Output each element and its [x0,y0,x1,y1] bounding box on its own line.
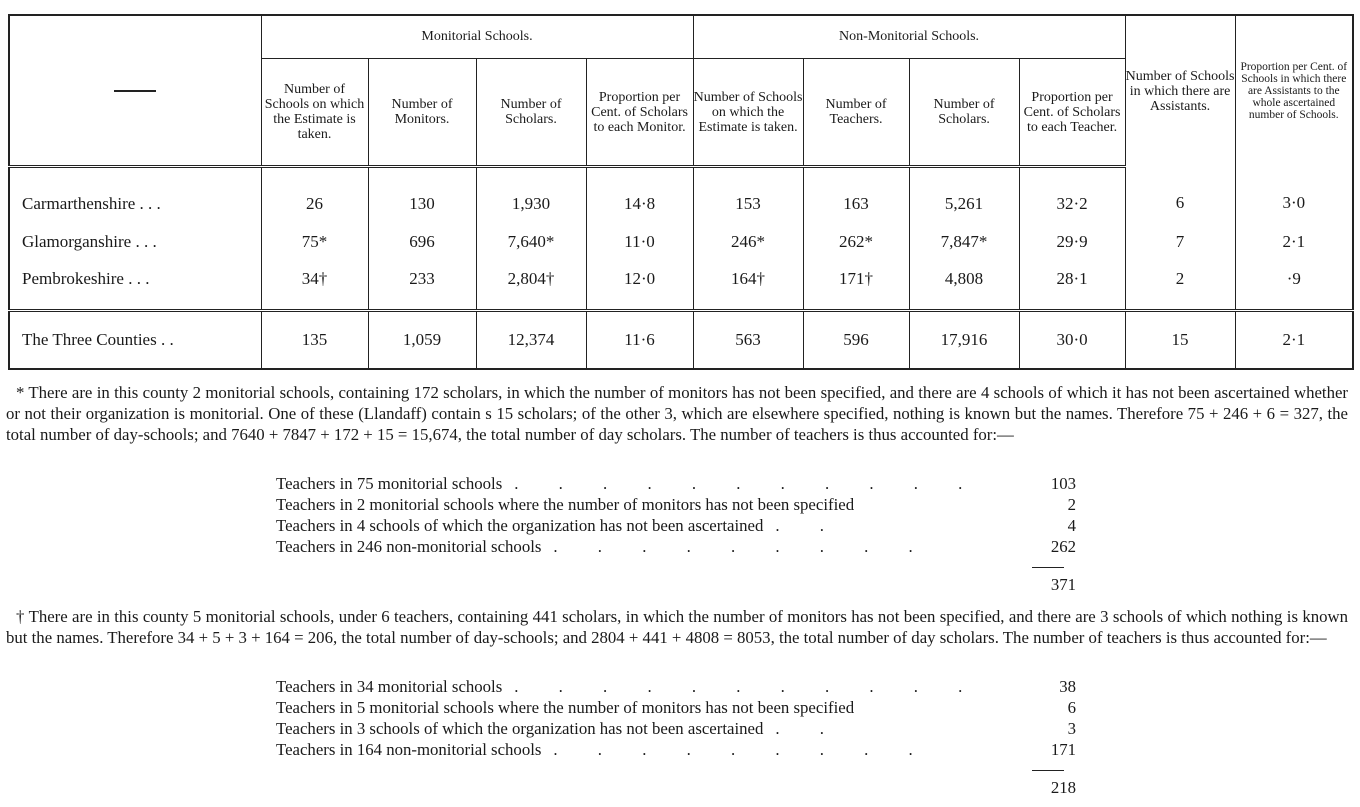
table-cell: 11·0 [586,225,693,258]
col-header-non-proportion: Proportion per Cent. of Scholars to each Teacher. [1019,59,1125,167]
table-cell: ·9 [1235,258,1353,310]
corner-cell [9,15,261,167]
account-label: Teachers in 5 monitorial schools where the number of monitors has not been specified [276,698,855,717]
table-cell: 2·1 [1235,311,1353,370]
sum-rule [1032,770,1064,777]
account-sum: 371 [1050,575,1076,594]
table-cell: 1,930 [476,167,586,226]
col-header-mon-schools: Number of Schools on which the Estimate is taken. [261,59,368,167]
table-cell: 11·6 [586,311,693,370]
col-header-mon-monitors: Number of Monitors. [368,59,476,167]
total-label: The Three Counties . . [9,311,261,370]
account-value: 2 [1067,495,1076,514]
account-value: 4 [1067,516,1076,535]
table-cell: 3·0 [1235,167,1353,226]
leader-dots: . . [775,719,842,738]
table-cell: 34† [261,258,368,310]
table-cell: 2,804† [476,258,586,310]
account-value: 6 [1067,698,1076,717]
account-total [276,574,1076,595]
table-cell: 5,261 [909,167,1019,226]
col-header-non-teachers: Number of Teachers. [803,59,909,167]
col-header-non-scholars: Number of Scholars. [909,59,1019,167]
table-cell: 32·2 [1019,167,1125,226]
table-cell: 7,847* [909,225,1019,258]
account-line [276,536,1076,557]
table-cell: 30·0 [1019,311,1125,370]
total-row [9,311,1353,370]
corner-dash [114,90,156,92]
account-line [276,697,1076,718]
account-line [276,676,1076,697]
table-cell: 28·1 [1019,258,1125,310]
table-cell: 14·8 [586,167,693,226]
table-cell: 2·1 [1235,225,1353,258]
leader-dots: . . . . . . . . . [553,740,931,759]
account-value: 262 [1050,537,1076,556]
county-name: Pembrokeshire . . . [9,258,261,310]
county-name: Glamorganshire . . . [9,225,261,258]
table-cell: 12·0 [586,258,693,310]
table-row [9,167,1353,226]
teacher-account-glamorgan [276,473,1076,595]
account-label: Teachers in 164 non-monitorial schools [276,740,542,759]
account-value: 38 [1059,677,1076,696]
table-cell: 7 [1125,225,1235,258]
table-cell: 12,374 [476,311,586,370]
table-cell: 17,916 [909,311,1019,370]
table-row [9,258,1353,310]
footnote-text: * There are in this county 2 monitorial schools, containing 172 scholars, in which the number of monitors has not been specified, and there are 4 schools of which it has not been ascertained whether or not their organization is monitorial. One of these (Llandaff) contain s 15 scholars; of the other 3, which are elsewhere specified, nothing is known but the names. Therefore 75 + 246 + 6 = 327, the total number of day-schools; and 7640 + 7847 + 172 + 15 = 15,674, the total number of day scholars. The number of teachers is thus accounted for:— [6,383,1348,444]
account-value: 171 [1050,740,1076,759]
account-label: Teachers in 4 schools of which the organization has not been ascertained [276,516,764,535]
county-name: Carmarthenshire . . . [9,167,261,226]
account-label: Teachers in 3 schools of which the organization has not been ascertained [276,719,764,738]
account-sum: 218 [1050,778,1076,797]
leader-dots: . . . . . . . . . . . [514,677,981,696]
table-cell: 135 [261,311,368,370]
sum-rule [1032,567,1064,574]
table-cell: 153 [693,167,803,226]
account-line [276,515,1076,536]
table-cell: 596 [803,311,909,370]
table-cell: 6 [1125,167,1235,226]
table-cell: 164† [693,258,803,310]
statistics-table [8,14,1354,370]
table-cell: 15 [1125,311,1235,370]
col-header-assistants: Number of Schools in which there are Assistants. [1125,15,1235,167]
leader-dots: . . . . . . . . . [553,537,931,556]
leader-dots: . . . . . . . . . . . [514,474,981,493]
table-cell: 2 [1125,258,1235,310]
table-cell: 262* [803,225,909,258]
leader-dots [854,494,1032,515]
table-cell: 233 [368,258,476,310]
account-line [276,739,1076,760]
footnote-glamorgan [6,382,1348,445]
table-cell: 1,059 [368,311,476,370]
table-cell: 29·9 [1019,225,1125,258]
leader-dots [854,697,1032,718]
table-row [9,225,1353,258]
account-label: Teachers in 75 monitorial schools [276,474,503,493]
leader-dots: . . [775,516,842,535]
account-label: Teachers in 246 non-monitorial schools [276,537,542,556]
table-cell: 26 [261,167,368,226]
col-header-non-schools: Number of Schools on which the Estimate is taken. [693,59,803,167]
table-cell: 130 [368,167,476,226]
account-line [276,718,1076,739]
account-value: 3 [1067,719,1076,738]
account-line [276,473,1076,494]
col-header-mon-proportion: Proportion per Cent. of Scholars to each Monitor. [586,59,693,167]
account-total [276,777,1076,798]
table-cell: 7,640* [476,225,586,258]
account-label: Teachers in 34 monitorial schools [276,677,503,696]
footnote-pembroke [6,606,1348,648]
teacher-account-pembroke [276,676,1076,798]
table-cell: 4,808 [909,258,1019,310]
col-header-mon-scholars: Number of Scholars. [476,59,586,167]
footnote-text: † There are in this county 5 monitorial schools, under 6 teachers, containing 441 scholars, in which the number of monitors has not been specified, and there are 3 schools of which nothing is known but the names. Therefore 34 + 5 + 3 + 164 = 206, the total number of day-schools; and 2804 + 441 + 4808 = 8053, the total number of day scholars. The number of teachers is thus accounted for:— [6,607,1348,647]
group-header-monitorial: Monitorial Schools. [261,15,693,59]
table-cell: 171† [803,258,909,310]
account-label: Teachers in 2 monitorial schools where the number of monitors has not been specified [276,495,855,514]
table-cell: 75* [261,225,368,258]
account-line [276,494,1076,515]
table-cell: 246* [693,225,803,258]
group-header-non-monitorial: Non-Monitorial Schools. [693,15,1125,59]
table-cell: 563 [693,311,803,370]
account-value: 103 [1050,474,1076,493]
table-cell: 696 [368,225,476,258]
table-cell: 163 [803,167,909,226]
col-header-assistants-proportion: Proportion per Cent. of Schools in which there are Assistants to the whole ascertained number of Schools. [1235,15,1353,167]
